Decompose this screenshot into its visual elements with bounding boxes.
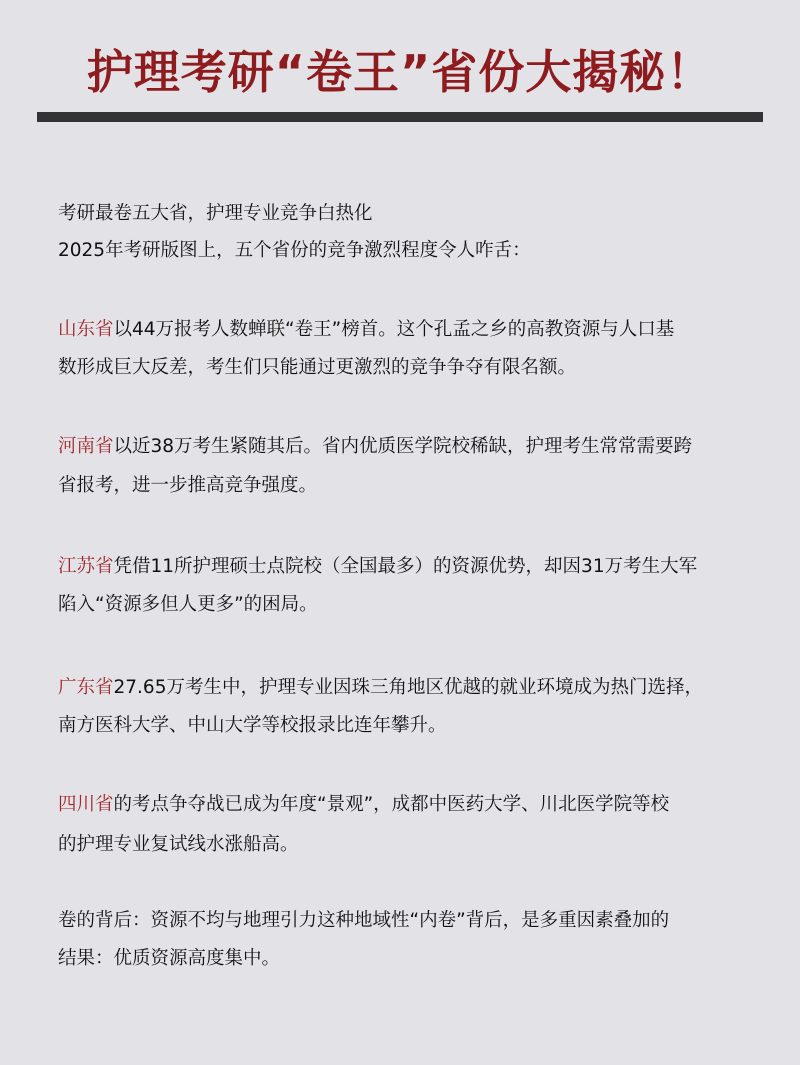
province-paragraph-henan	[58, 432, 692, 458]
paragraph-text: 的考点争夺战已成为年度“景观”，成都中医药大学、川北医学院等校	[113, 794, 670, 815]
paragraph-text: 以近38万考生紧随其后。省内优质医学院校稀缺，护理考生常常需要跨	[113, 436, 693, 457]
province-name: 河南省	[58, 436, 114, 457]
paragraph-text: 南方医科大学、中山大学等校报录比连年攀升。	[58, 715, 447, 736]
province-paragraph-sichuan	[58, 790, 669, 816]
province-paragraph-jiangsu	[58, 552, 697, 578]
paragraph-text: 省报考，进一步推高竞争强度。	[58, 475, 318, 496]
intro-line: 考研最卷五大省，护理专业竞争白热化	[58, 203, 373, 224]
intro-line: 2025年考研版图上，五个省份的竞争激烈程度令人咋舌：	[58, 240, 531, 261]
province-paragraph-guangdong	[58, 673, 703, 699]
province-name: 山东省	[58, 319, 114, 340]
title-divider	[37, 112, 763, 122]
paragraph-text: 27.65万考生中，护理专业因珠三角地区优越的就业环境成为热门选择，	[113, 677, 703, 698]
conclusion-line: 结果：优质资源高度集中。	[58, 948, 281, 969]
province-name: 江苏省	[58, 556, 114, 577]
page-title: 护理考研“卷王”省份大揭秘！	[86, 45, 714, 99]
conclusion-line: 卷的背后：资源不均与地理引力这种地域性“内卷”背后，是多重因素叠加的	[58, 910, 670, 931]
province-paragraph-shandong	[58, 315, 674, 341]
province-name: 四川省	[58, 794, 114, 815]
paragraph-text: 陷入“资源多但人更多”的困局。	[58, 594, 318, 615]
paragraph-text: 凭借11所护理硕士点院校（全国最多）的资源优势，却因31万考生大军	[113, 556, 698, 577]
paragraph-text: 的护理专业复试线水涨船高。	[58, 834, 299, 855]
paragraph-text: 数形成巨大反差，考生们只能通过更激烈的竞争争夺有限名额。	[58, 357, 577, 378]
province-name: 广东省	[58, 677, 114, 698]
paragraph-text: 以44万报考人数蝉联“卷王”榜首。这个孔孟之乡的高教资源与人口基	[113, 319, 675, 340]
